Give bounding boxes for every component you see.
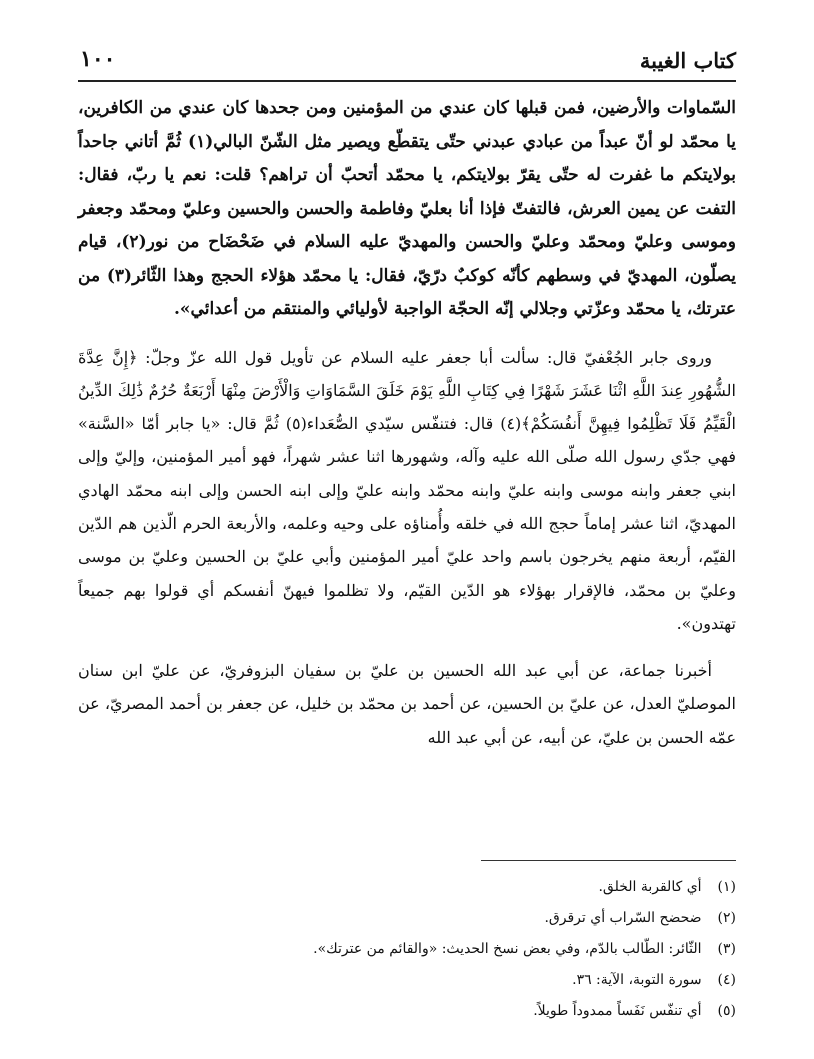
footnote-item [120, 872, 736, 903]
footnote-text: سورة التوبة، الآية: ٣٦. [572, 972, 702, 988]
footnote-divider [481, 860, 736, 861]
footnote-number: (٤) [717, 972, 736, 988]
footnote-number: (٢) [717, 910, 736, 926]
footnote-text: ضحضح السّراب أي ترقرق. [544, 910, 702, 926]
header-divider [78, 80, 736, 82]
paragraph-jabir-narration: وروى جابر الجُعْفيّ قال: سألت أبا جعفر عليه السلام عن تأويل قول الله عزّ وجلّ: ﴿إِنَّ عِدَّةَ الشُّهُورِ عِندَ اللَّهِ اثْنَا عَشَرَ شَهْرًا فِي كِتَابِ اللَّهِ يَوْمَ خَلَقَ السَّمَاوَاتِ وَالْأَرْضَ مِنْهَا أَرْبَعَةٌ حُرُمٌ ذَٰلِكَ الدِّينُ الْقَيِّمُ فَلَا تَظْلِمُوا فِيهِنَّ أَنفُسَكُمْ﴾(٤) قال: فتنفّس سيّدي الصُّعَداء(٥) ثُمَّ قال: «يا جابر أمّا «السَّنة» فهي جدّي رسول الله صلّى الله عليه وآله، وشهورها اثنا عشر شهراً، فهو أمير المؤمنين، وإليّ وإلى ابني جعفر وابنه موسى وابنه عليّ وابنه محمّد وابنه عليّ وإلى ابنه الحسن وإلى ابنه محمّد الهادي المهديّ، اثنا عشر إماماً حجج الله في خلقه وأُمناؤه على وحيه وعلمه، والأربعة الحرم الّذين هم الدّين القيّم، أربعة منهم يخرجون باسم واحد عليّ أمير المؤمنين وأبي عليّ بن الحسين وعليّ بن موسى وعليّ بن محمّد، فالإقرار بهؤلاء هو الدّين القيّم، ولا تظلموا فيهنّ أنفسكم أي قولوا بهم جميعاً تهتدون». [78, 347, 736, 633]
footnote-text: الثّائر: الطّالب بالدّم، وفي بعض نسخ الحديث: «والقائم من عترتك». [313, 941, 702, 957]
footnotes [120, 872, 736, 1027]
paragraph-isnad: أخبرنا جماعة، عن أبي عبد الله الحسين بن عليّ بن سفيان البزوفريّ، عن عليّ ابن سنان الموصليّ العدل، عن عليّ بن الحسين، عن أحمد بن محمّد بن خليل، عن جعفر بن أحمد المصريّ، عن عمّه الحسن بن عليّ، عن أبيه، عن أبي عبد الله [78, 661, 736, 747]
book-title: كتاب الغيبة [639, 48, 736, 73]
footnote-text: أي تنفّس نَفَساً ممدوداً طويلاً. [533, 1003, 702, 1019]
body-text [78, 92, 736, 754]
footnote-item [120, 903, 736, 934]
paragraph-hadith-continuation: السّماوات والأرضين، فمن قبلها كان عندي من المؤمنين ومن جحدها كان عندي من الكافرين، يا محمّد لو أنّ عبداً من عبادي عبدني حتّى يتقطّع ويصير مثل الشّنّ البالي(١) ثُمَّ أتاني جاحداً بولايتكم ما غفرت له حتّى يقرّ بولايتكم، يا محمّد أتحبّ أن تراهم؟ قلت: نعم يا ربّ، فقال: التفت عن يمين العرش، فالتفتّ فإذا أنا بعليّ وفاطمة والحسن والحسين وعليّ ومحمّد وجعفر وموسى وعليّ ومحمّد وعليّ والحسن والمهديّ عليه السلام في ضَحْضَاح من نور(٢)، قيام يصلّون، المهديّ في وسطهم كأنّه كوكبٌ درّيّ، فقال: يا محمّد هؤلاء الحجج وهذا الثّائر(٣) من عترتك، يا محمّد وعزّتي وجلالي إنّه الحجّة الواجبة لأوليائي والمنتقم من أعدائي». [78, 98, 736, 319]
footnote-item [120, 965, 736, 996]
footnote-text: أي كالقربة الخلق. [598, 879, 702, 895]
footnote-number: (١) [717, 879, 736, 895]
footnote-item [120, 996, 736, 1027]
footnote-number: (٥) [717, 1003, 736, 1019]
footnote-item [120, 934, 736, 965]
page-header [78, 42, 736, 82]
footnote-number: (٣) [717, 941, 736, 957]
page-number: ١٠٠ [80, 46, 116, 72]
